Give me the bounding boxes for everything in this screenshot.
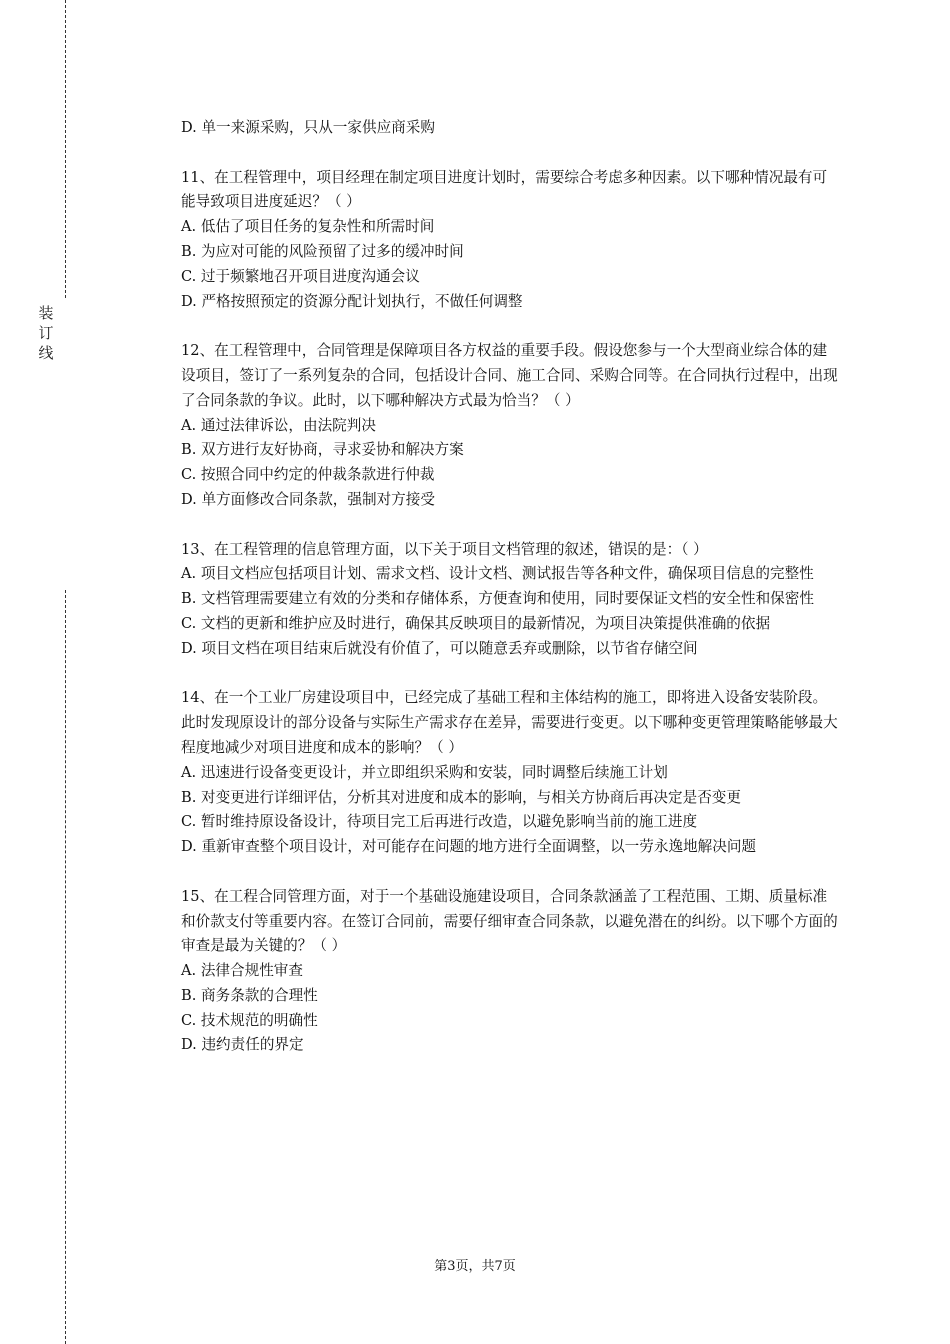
option-b: B. 商务条款的合理性 bbox=[181, 986, 318, 1004]
option-c: C. 按照合同中约定的仲裁条款进行仲裁 bbox=[181, 466, 435, 484]
option-b: B. 文档管理需要建立有效的分类和存储体系，方便查询和使用，同时要保证文档的安全性和保密性 bbox=[181, 590, 814, 608]
option-d: D. 重新审查整个项目设计，对可能存在问题的地方进行全面调整，以一劳永逸地解决问题 bbox=[181, 838, 757, 856]
option-d: D. 严格按照预定的资源分配计划执行，不做任何调整 bbox=[181, 292, 523, 310]
option-b: B. 对变更进行详细评估，分析其对进度和成本的影响，与相关方协商后再决定是否变更 bbox=[181, 788, 741, 806]
option-a: A. 通过法律诉讼，由法院判决 bbox=[181, 416, 376, 434]
question-list bbox=[181, 116, 841, 1083]
option-d: D. 单方面修改合同条款，强制对方接受 bbox=[181, 490, 435, 508]
option-a: A. 低估了项目任务的复杂性和所需时间 bbox=[181, 218, 435, 236]
question-12 bbox=[181, 339, 841, 513]
question-stem: 14、在一个工业厂房建设项目中，已经完成了基础工程和主体结构的施工，即将进入设备安装阶段。此时发现原设计的部分设备与实际生产需求存在差异，需要进行变更。以下哪种变更管理策略能够最大程度地减少对项目进度和成本的影响？（ ） bbox=[181, 689, 838, 756]
option-c: C. 文档的更新和维护应及时进行，确保其反映项目的最新情况，为项目决策提供准确的依据 bbox=[181, 614, 771, 632]
option-b: B. 双方进行友好协商，寻求妥协和解决方案 bbox=[181, 441, 464, 459]
question-stem: 11、在工程管理中，项目经理在制定项目进度计划时，需要综合考虑多种因素。以下哪种情况最有可能导致项目进度延迟？（ ） bbox=[181, 168, 828, 211]
page-number: 第3页，共7页 bbox=[434, 1259, 516, 1274]
option-text: D. 单一来源采购，只从一家供应商采购 bbox=[181, 119, 435, 136]
option-d: D. 违约责任的界定 bbox=[181, 1036, 304, 1054]
binding-dashed-line-top bbox=[65, 0, 66, 298]
binding-label: 装订线 bbox=[38, 304, 54, 362]
question-15 bbox=[181, 885, 841, 1059]
previous-question-tail bbox=[181, 116, 841, 141]
question-stem: 13、在工程管理的信息管理方面，以下关于项目文档管理的叙述，错误的是：（ ） bbox=[181, 540, 708, 558]
option-c: C. 过于频繁地召开项目进度沟通会议 bbox=[181, 267, 420, 285]
option-a: A. 项目文档应包括项目计划、需求文档、设计文档、测试报告等各种文件，确保项目信息的完整性 bbox=[181, 565, 814, 583]
option-d: D. 项目文档在项目结束后就没有价值了，可以随意丢弃或删除，以节省存储空间 bbox=[181, 639, 698, 657]
option-a: A. 迅速进行设备变更设计，并立即组织采购和安装，同时调整后续施工计划 bbox=[181, 763, 668, 781]
question-13 bbox=[181, 538, 841, 662]
question-stem: 12、在工程管理中，合同管理是保障项目各方权益的重要手段。假设您参与一个大型商业综合体的建设项目，签订了一系列复杂的合同，包括设计合同、施工合同、采购合同等。在合同执行过程中，出现了合同条款的争议。此时，以下哪种解决方式最为恰当？（ ） bbox=[181, 342, 838, 409]
question-14 bbox=[181, 686, 841, 860]
question-11 bbox=[181, 166, 841, 315]
option-b: B. 为应对可能的风险预留了过多的缓冲时间 bbox=[181, 242, 464, 260]
option-c: C. 暂时维持原设备设计，待项目完工后再进行改造，以避免影响当前的施工进度 bbox=[181, 813, 698, 831]
question-stem: 15、在工程合同管理方面，对于一个基础设施建设项目，合同条款涵盖了工程范围、工期、质量标准和价款支付等重要内容。在签订合同前，需要仔细审查合同条款，以避免潜在的纠纷。以下哪个方面的审查是最为关键的？（ ） bbox=[181, 887, 838, 955]
option-a: A. 法律合规性审查 bbox=[181, 962, 303, 980]
option-c: C. 技术规范的明确性 bbox=[181, 1011, 318, 1029]
binding-dashed-line-bottom bbox=[65, 590, 66, 1344]
